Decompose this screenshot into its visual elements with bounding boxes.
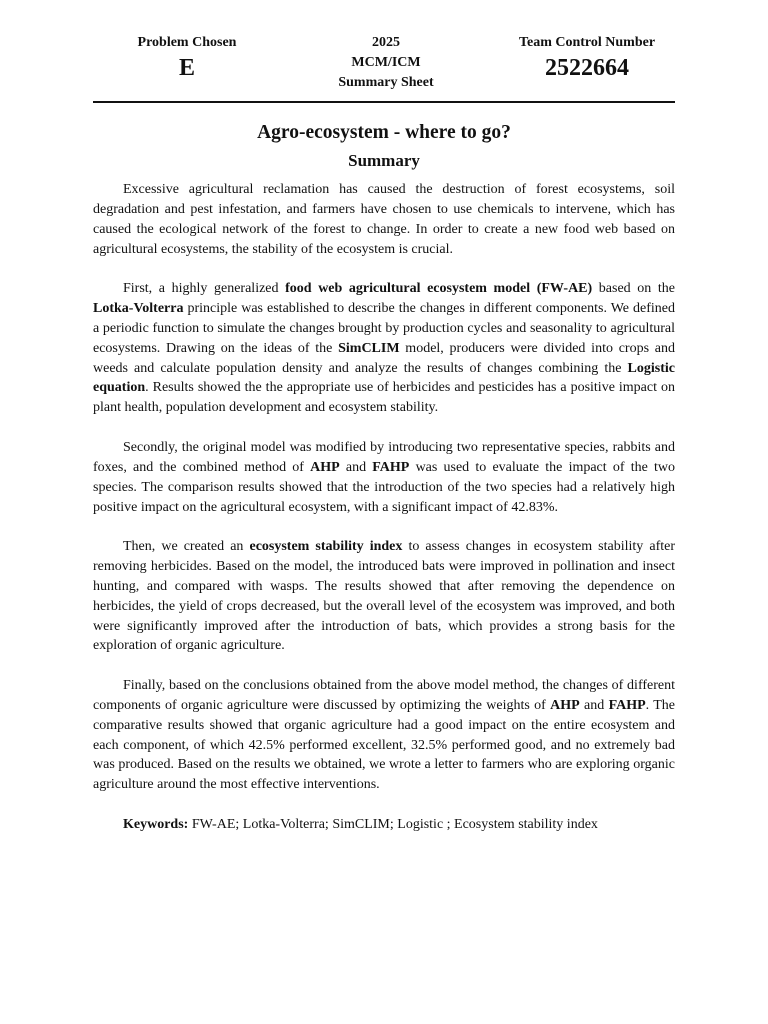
keywords-line <box>93 815 675 835</box>
paragraph-text: and <box>579 697 609 713</box>
paragraph-text: Secondly, the original model was modified by introducing two representative species, rabbits and foxes, and the combined method of <box>93 439 675 475</box>
summary-paragraph <box>93 180 675 259</box>
paragraph-text: . Results showed the the appropriate use of herbicides and pesticides has a positive impact on plant health, population development and ecosystem stability. <box>93 380 675 416</box>
keywords-text: FW-AE; Lotka-Volterra; SimCLIM; Logistic ; Ecosystem stability index <box>188 817 598 832</box>
header-divider <box>93 101 675 103</box>
contest-year: 2025 <box>372 35 400 50</box>
paragraph-text: and <box>339 459 373 475</box>
bold-term: Lotka-Volterra <box>93 301 184 317</box>
paragraph-text: . The comparative results showed that organic agriculture had a good impact on the entire ecosystem and each component, of which 42.5% performed excellent, 32.5% performed good, and no extremely bad was produced. Based on the results we obtained, we wrote a letter to farmers who are exploring organic agriculture around the most effective interventions. <box>93 697 675 793</box>
bold-term: FAHP <box>372 459 410 475</box>
bold-term: FAHP <box>608 697 646 713</box>
paragraph-text: Finally, based on the conclusions obtained from the above model method, the changes of different components of organic agriculture were discussed by optimizing the weights of <box>93 678 675 713</box>
paragraph-text: Excessive agricultural reclamation has caused the destruction of forest ecosystems, soil degradation and pest infestation, and farmers have chosen to use chemicals to intervene, which has caused the ecological network of the forest to change. In order to create a new food web based on agricultural ecosystems, the stability of the ecosystem is crucial. <box>93 182 675 257</box>
summary-sheet-label: Summary Sheet <box>338 75 434 90</box>
paragraph-text: was used to evaluate the impact of the two species. The comparison results showed that the introduction of the two species had a relatively high positive impact on the agricultural ecosystem, with a significant impact of 42.83%. <box>93 459 675 515</box>
problem-chosen-label: Problem Chosen <box>137 35 237 50</box>
contest-block <box>311 33 461 93</box>
team-control-label: Team Control Number <box>518 35 656 50</box>
problem-chosen-value: E <box>178 55 195 81</box>
paper-title: Agro-ecosystem - where to go? <box>257 122 511 143</box>
contest-name: MCM/ICM <box>351 55 421 70</box>
paragraph-text: based on the <box>592 281 676 297</box>
bold-term: Logistic equation <box>93 360 675 396</box>
team-control-number: 2522664 <box>545 55 629 81</box>
summary-body <box>93 180 675 855</box>
summary-paragraphs <box>93 180 675 795</box>
paragraph-text: model, producers were divided into crops and weeds and calculate population density and analyze the results of changes combining the <box>93 340 675 376</box>
summary-paragraph <box>93 279 675 418</box>
paragraph-text: principle was established to describe the changes in different components. We defined a periodic function to simulate the changes brought by production cycles and seasonality to agricultural ecosystems. Drawing on the ideas of the <box>93 301 675 356</box>
summary-header <box>93 33 675 101</box>
paragraph-text: Then, we created an <box>123 539 250 555</box>
paragraph-text: First, a highly generalized <box>123 281 286 297</box>
bold-term: AHP <box>310 459 340 475</box>
paragraph-text: to assess changes in ecosystem stability after removing herbicides. Based on the model, the introduced bats were improved in pollination and insect hunting, and compared with wasps. The results showed that after removing the dependence on herbicides, the yield of crops decreased, but the overall level of the ecosystem was improved, and both were significantly improved after the introduction of bats, which provides a strong basis for the exploration of organic agriculture. <box>93 539 676 654</box>
keywords-label: Keywords: <box>123 817 189 832</box>
bold-term: ecosystem stability index <box>249 539 403 555</box>
summary-heading: Summary <box>348 151 420 170</box>
bold-term: SimCLIM <box>338 340 400 356</box>
summary-paragraph <box>93 438 675 517</box>
bold-term: food web agricultural ecosystem model (FW-AE) <box>285 281 593 297</box>
summary-paragraph <box>93 537 675 656</box>
problem-chosen-block <box>93 33 281 83</box>
team-control-block <box>493 33 681 83</box>
bold-term: AHP <box>550 697 580 713</box>
summary-paragraph <box>93 676 675 795</box>
